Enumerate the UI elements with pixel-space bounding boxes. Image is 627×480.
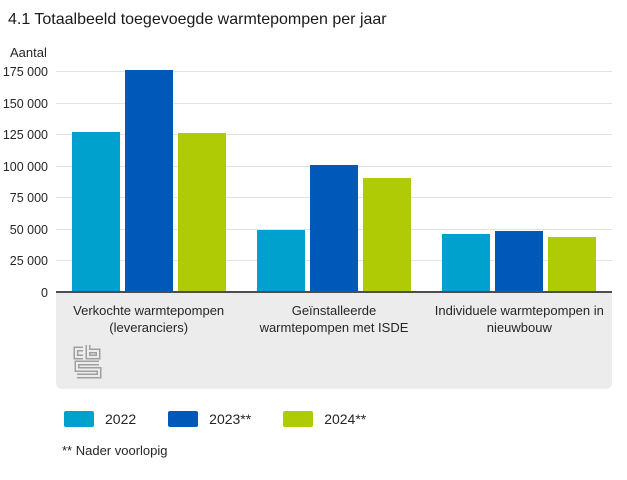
x-category-labels [56, 293, 612, 336]
bar-2024-group3[interactable] [548, 237, 596, 291]
bar-2022-group2[interactable] [257, 230, 305, 291]
y-tick-label: 25 000 [9, 254, 48, 269]
legend-label: 2022 [105, 411, 137, 427]
bar-group-3 [427, 60, 612, 291]
x-axis-band [56, 293, 612, 389]
footnote: ** Nader voorlopig [62, 443, 168, 458]
bar-group-1 [56, 60, 241, 291]
bar-group-2 [241, 60, 426, 291]
cbs-logo-icon [71, 343, 105, 381]
y-axis-labels [0, 60, 48, 300]
y-tick-label: 150 000 [2, 96, 48, 111]
y-tick-label: 100 000 [2, 159, 48, 174]
legend-label: 2023** [209, 411, 252, 427]
bar-groups [56, 60, 612, 291]
legend-item-2023[interactable] [168, 411, 251, 427]
bar-2023-group3[interactable] [495, 231, 543, 291]
chart-title: 4.1 Totaalbeeld toegevoegde warmtepompen per jaar [8, 11, 387, 28]
bar-2024-group1[interactable] [178, 133, 226, 291]
legend-swatch-2024 [283, 411, 313, 427]
legend-item-2024[interactable] [283, 411, 366, 427]
x-category-label-2: Geïnstalleerde warmtepompen met ISDE [259, 303, 409, 335]
y-tick-label: 125 000 [2, 128, 48, 143]
y-tick-label: 75 000 [9, 191, 48, 206]
legend [64, 411, 627, 427]
bar-2023-group1[interactable] [125, 70, 173, 291]
bar-2024-group2[interactable] [363, 178, 411, 291]
legend-item-2022[interactable] [64, 411, 136, 427]
bar-2022-group3[interactable] [442, 234, 490, 291]
bar-2023-group2[interactable] [310, 165, 358, 291]
plot-area [2, 60, 612, 300]
bar-2022-group1[interactable] [72, 132, 120, 291]
x-category-label-3: Individuele warmtepompen in nieuwbouw [434, 303, 604, 335]
legend-label: 2024** [324, 411, 367, 427]
legend-swatch-2022 [64, 411, 94, 427]
x-category-label-1: Verkochte warmtepompen (leveranciers) [73, 303, 225, 335]
legend-swatch-2023 [168, 411, 198, 427]
y-tick-label: 0 [41, 286, 48, 300]
y-tick-label: 50 000 [9, 222, 48, 237]
y-tick-label: 175 000 [2, 65, 48, 79]
x-axis-line [56, 291, 612, 293]
y-axis-unit-label: Aantal [10, 45, 47, 60]
